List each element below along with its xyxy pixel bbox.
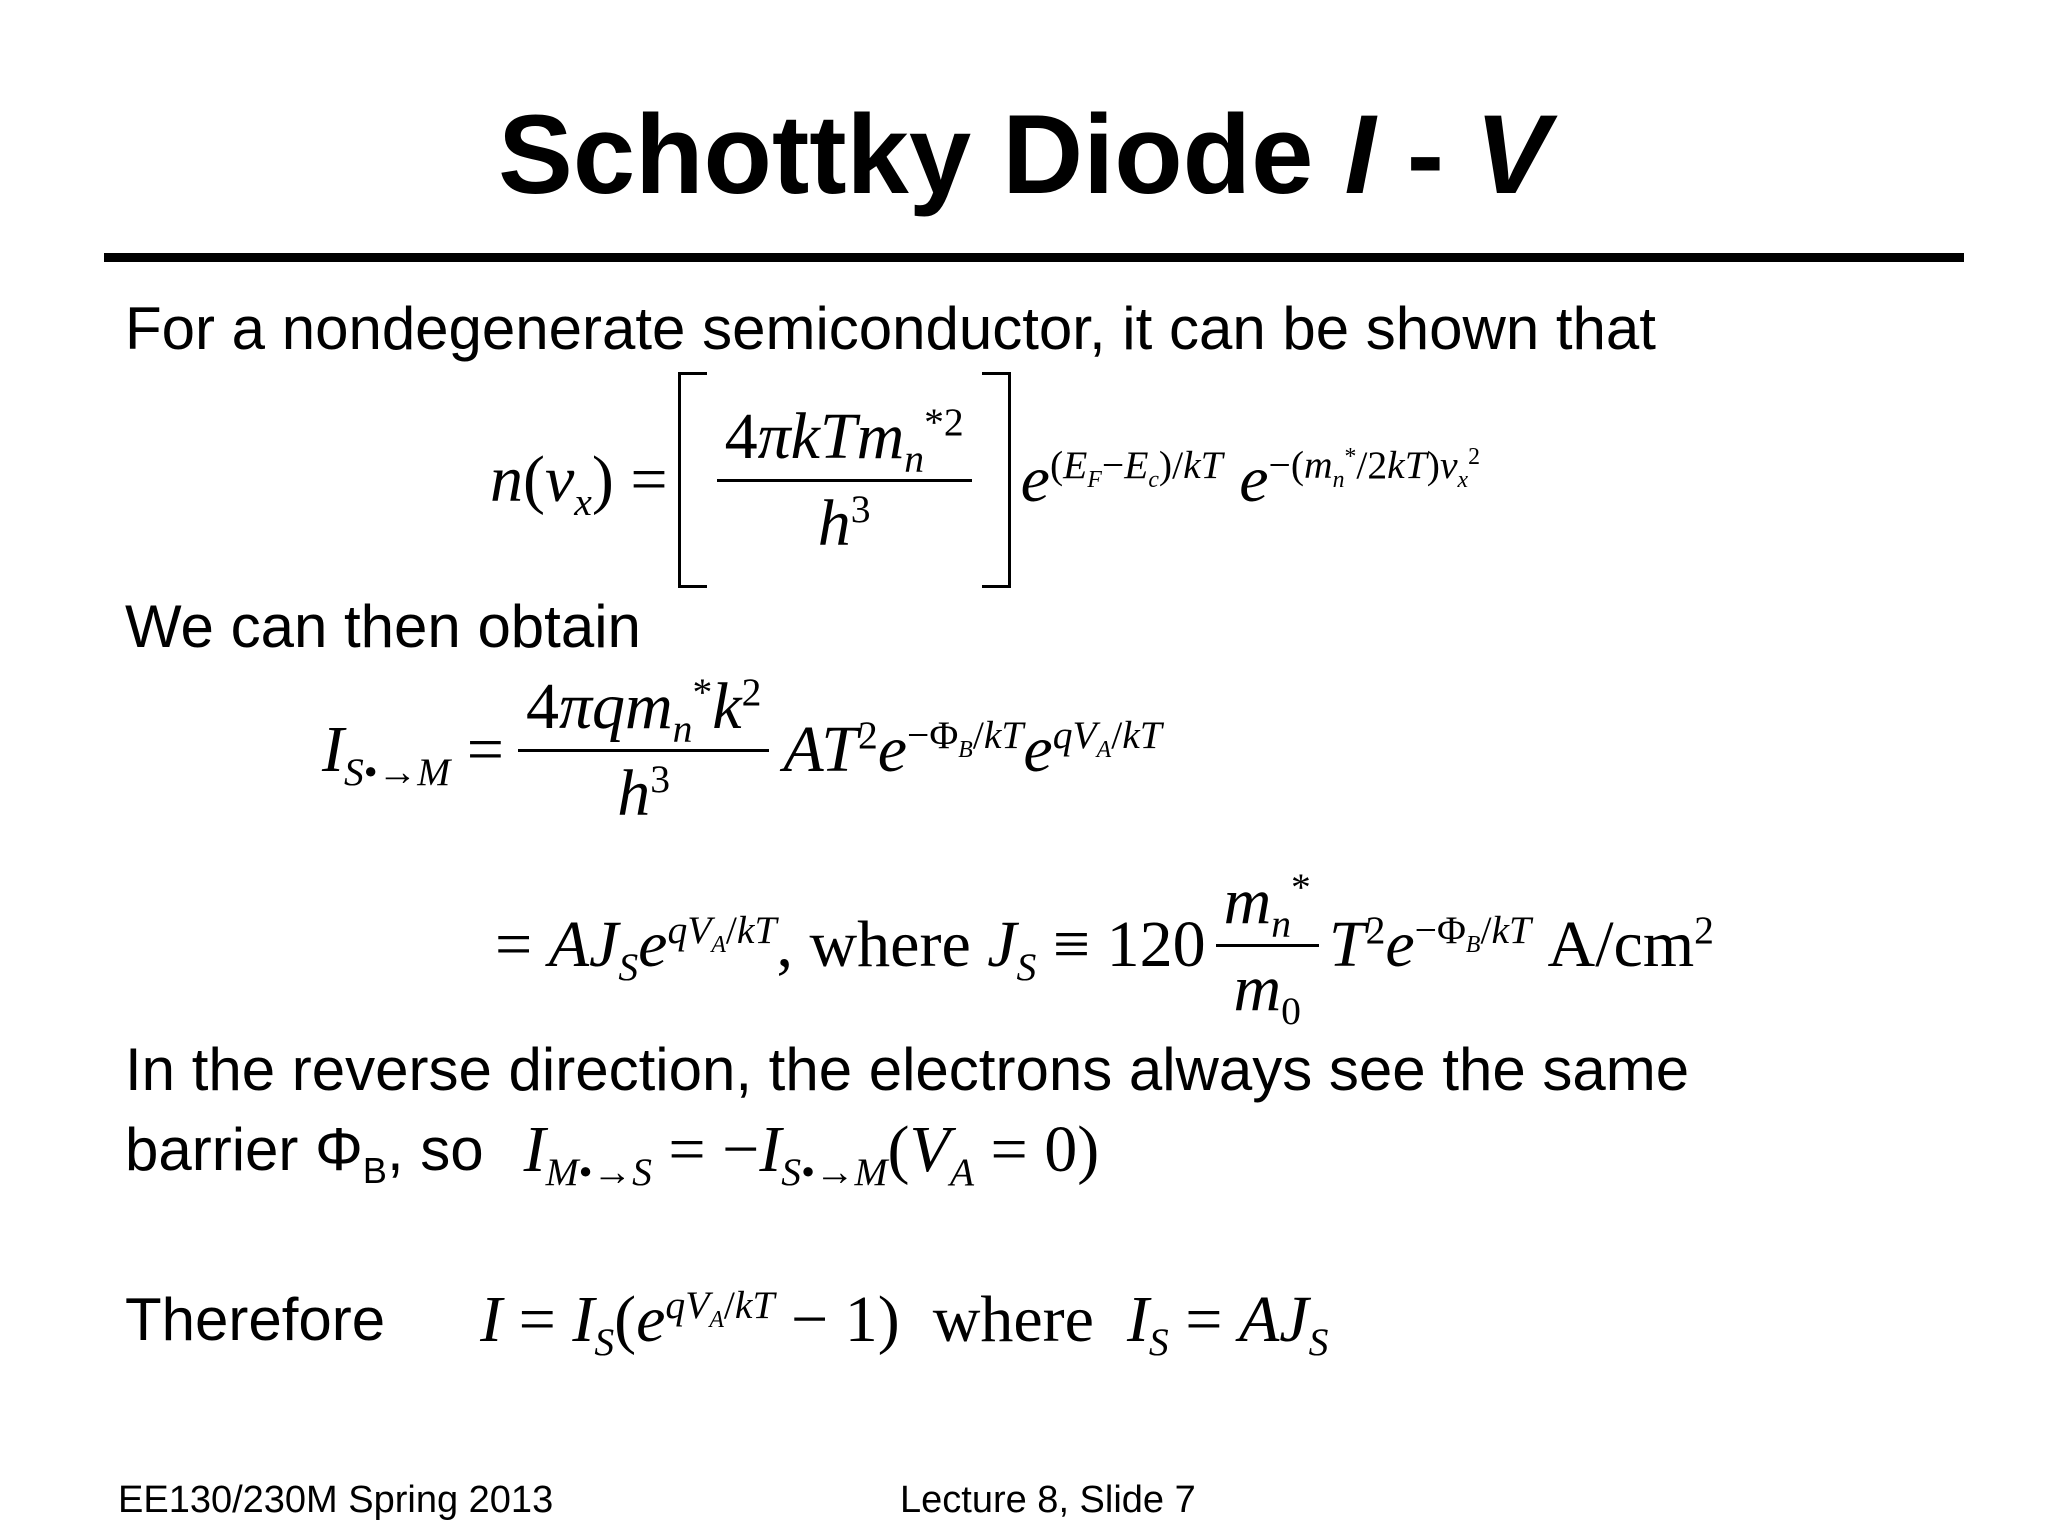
slide-title: Schottky Diode I - V: [498, 92, 1550, 217]
intro-text: For a nondegenerate semiconductor, it can be shown that: [125, 295, 1656, 362]
footer-slide-number: Lecture 8, Slide 7: [900, 1479, 1196, 1521]
therefore-row: [125, 1275, 1328, 1365]
equation-diode: $I = I_S(e^{qV_A/kT} - 1)$ where $I_S = AJ_S$: [480, 1283, 1329, 1365]
title-rule: [104, 253, 1964, 262]
equation-js: = $AJ_Se^{qV_A/kT}$, where $J_S \equiv 120$ $\frac{m_n^*}{m_0}$ $T^2e^{-\Phi_B/kT}$ $A/cm^2$: [495, 864, 1714, 1033]
barrier-text: barrier $\Phi_B$, so: [125, 1116, 484, 1191]
obtain-text: We can then obtain: [125, 593, 641, 660]
footer-course: EE130/230M Spring 2013: [118, 1479, 554, 1521]
equation-current-sm: $I_{S•\to M}$ = $\frac{4\pi qm_n^*k^2}{h^3}$ $AT^2e^{-\Phi_B/kT}e^{qV_A/kT}$: [322, 669, 1162, 830]
reverse-text: In the reverse direction, the electrons always see the same: [125, 1036, 1690, 1103]
equation-n-vx: $n(v_x)$ = $\frac{4\pi kTm_n^{*2}}{h^3}$ $e^{(E_F-E_c)/kT}$ $e^{-(m_n^*/2kT)v_x^2}$: [490, 370, 1480, 590]
therefore-text: Therefore: [125, 1286, 386, 1353]
barrier-row: [125, 1110, 1100, 1195]
equation-reverse-current: $I_{M•\to S} = -I_{S•\to M}(V_A = 0)$: [523, 1113, 1100, 1195]
